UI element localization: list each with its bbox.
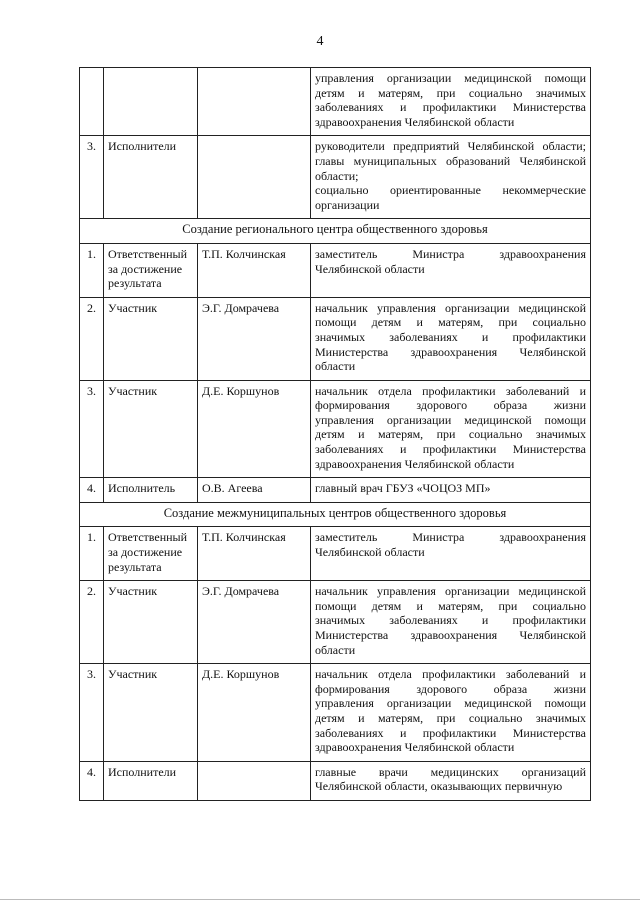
position-line: заболеваниях и профилактики Министерства (315, 442, 586, 457)
row-position (311, 478, 591, 503)
row-role: Участник (104, 664, 198, 762)
row-person-name: Т.П. Колчинская (198, 243, 311, 297)
table-row (80, 478, 591, 503)
position-line: управления организации медицинской помощи (315, 412, 586, 427)
position-line: управления организации медицинской помощи (315, 71, 586, 85)
row-person-name: Э.Г. Домрачева (198, 581, 311, 664)
position-line: области (315, 642, 356, 657)
position-line: главы муниципальных образований Челябинской (315, 153, 586, 168)
table-row (80, 297, 591, 380)
table-row (80, 527, 591, 581)
row-number: 2. (80, 581, 104, 664)
row-position (311, 664, 591, 762)
position-line: значимых заболеваниях и профилактики (315, 329, 586, 344)
row-position (311, 761, 591, 800)
section-header-row (80, 219, 591, 244)
row-number: 1. (80, 527, 104, 581)
row-role: Ответственный за достижение результата (104, 243, 198, 297)
responsibility-table (79, 67, 591, 801)
position-line: здравоохранения Челябинской области (315, 114, 515, 129)
row-role: Исполнитель (104, 478, 198, 503)
position-line: главные врачи медицинских организаций (315, 764, 586, 779)
row-number: 4. (80, 478, 104, 503)
position-line: заболеваниях и профилактики Министерства (315, 725, 586, 740)
position-line: здравоохранения Челябинской области (315, 456, 515, 471)
row-role: Ответственный за достижение результата (104, 527, 198, 581)
table-row (80, 664, 591, 762)
row-role: Исполнители (104, 136, 198, 219)
position-line: значимых заболеваниях и профилактики (315, 613, 586, 628)
position-line: Челябинской области (315, 545, 425, 560)
row-person-name (198, 761, 311, 800)
table-row (80, 68, 591, 136)
position-line: Министерства здравоохранения Челябинской (315, 344, 586, 359)
table-row (80, 761, 591, 800)
position-line: организации (315, 197, 380, 212)
page-bottom-rule (0, 899, 640, 900)
position-line: здравоохранения Челябинской области (315, 740, 515, 755)
page-number: 4 (316, 34, 324, 49)
position-line: помощи детям и матерям, при социально (315, 315, 586, 330)
table-row (80, 136, 591, 219)
position-line: области; (315, 168, 359, 183)
position-line: помощи детям и матерям, при социально (315, 598, 586, 613)
row-number: 3. (80, 136, 104, 219)
row-position (311, 136, 591, 219)
row-person-name: Т.П. Колчинская (198, 527, 311, 581)
position-line: начальник отдела профилактики заболеваний и (315, 667, 586, 682)
row-person-name: О.В. Агеева (198, 478, 311, 503)
row-position (311, 527, 591, 581)
position-line: заместитель Министра здравоохранения (315, 530, 586, 545)
row-position (311, 581, 591, 664)
position-line: Министерства здравоохранения Челябинской (315, 628, 586, 642)
table-row (80, 581, 591, 664)
row-position (311, 243, 591, 297)
row-number: 3. (80, 664, 104, 762)
position-line: Челябинской области, оказывающих первичную (315, 779, 563, 794)
table-row (80, 243, 591, 297)
row-number (80, 68, 104, 136)
position-line: формирования здорового образа жизни (315, 398, 586, 413)
row-person-name (198, 136, 311, 219)
position-line: Челябинской области (315, 261, 425, 276)
position-line: начальник управления организации медицинской (315, 584, 586, 599)
row-number: 2. (80, 297, 104, 380)
position-line: детям и матерям, при социально значимых (315, 710, 586, 725)
position-line: управления организации медицинской помощи (315, 696, 586, 711)
position-line: детям и матерям, при социально значимых (315, 85, 586, 100)
position-line: социально ориентированные некоммерческие (315, 183, 586, 198)
section-header-row (80, 502, 591, 527)
row-number: 1. (80, 243, 104, 297)
position-line: заболеваниях и профилактики Министерства (315, 100, 586, 115)
position-line: формирования здорового образа жизни (315, 681, 586, 696)
row-number: 4. (80, 761, 104, 800)
position-line: заместитель Министра здравоохранения (315, 246, 586, 261)
row-role: Участник (104, 380, 198, 478)
position-line: детям и матерям, при социально значимых (315, 427, 586, 442)
row-person-name: Э.Г. Домрачева (198, 297, 311, 380)
row-person-name (198, 68, 311, 136)
position-line: области (315, 359, 356, 374)
row-role: Участник (104, 581, 198, 664)
position-line: начальник управления организации медицинской (315, 300, 586, 315)
row-person-name: Д.Е. Коршунов (198, 664, 311, 762)
row-role: Участник (104, 297, 198, 380)
row-position (311, 68, 591, 136)
row-position (311, 380, 591, 478)
section-title: Создание межмуниципальных центров общественного здоровья (80, 502, 591, 527)
table-row (80, 380, 591, 478)
row-number: 3. (80, 380, 104, 478)
row-role (104, 68, 198, 136)
section-title: Создание регионального центра общественного здоровья (80, 219, 591, 244)
row-person-name: Д.Е. Коршунов (198, 380, 311, 478)
position-line: начальник отдела профилактики заболеваний и (315, 383, 586, 398)
row-position (311, 297, 591, 380)
position-line: главный врач ГБУЗ «ЧОЦОЗ МП» (315, 481, 491, 496)
position-line: руководители предприятий Челябинской области; (315, 139, 586, 154)
row-role: Исполнители (104, 761, 198, 800)
